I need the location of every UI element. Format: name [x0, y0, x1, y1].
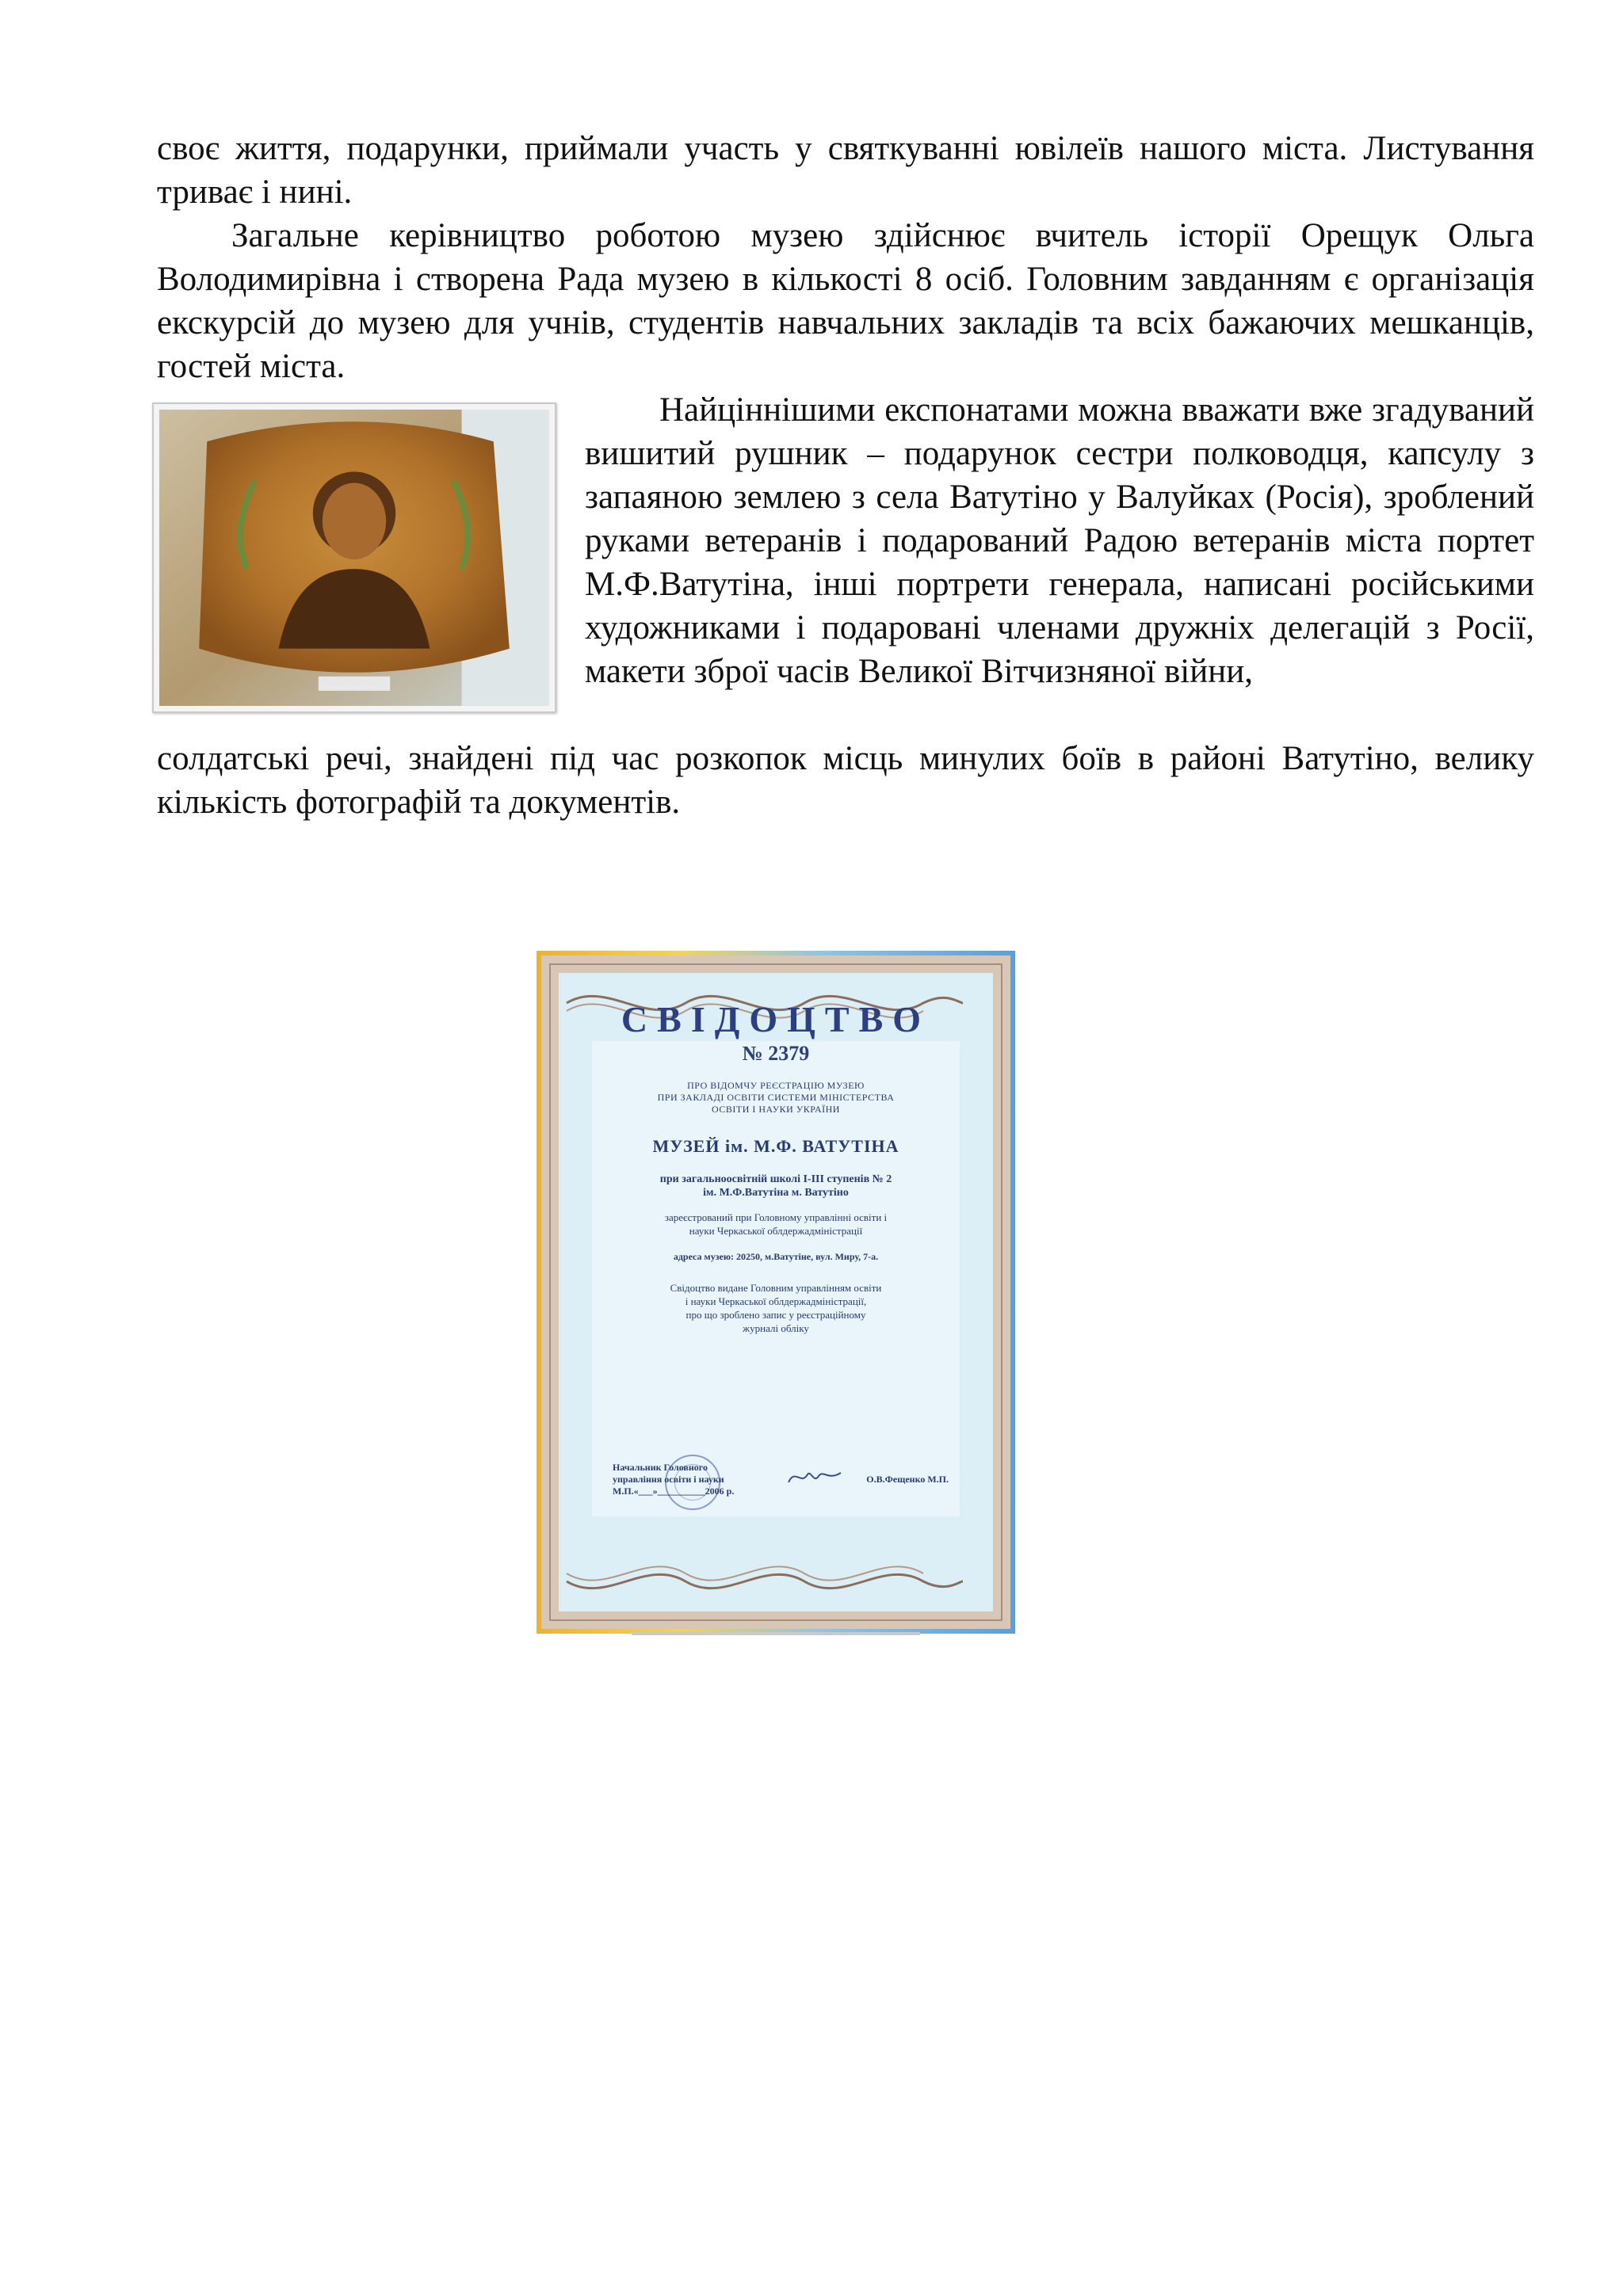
text-block-continuation	[157, 737, 1534, 824]
text-block-wrapped	[585, 388, 1534, 693]
subtitle-line: ПРИ ЗАКЛАДІ ОСВІТИ СИСТЕМИ МІНІСТЕРСТВА	[657, 1092, 895, 1103]
issued-line: про що зроблено запис у реєстраційному	[685, 1309, 866, 1321]
museum-name: МУЗЕЙ ім. М.Ф. ВАТУТІНА	[652, 1136, 899, 1156]
school-line: ім. М.Ф.Ватутіна м. Ватутіно	[703, 1187, 849, 1199]
registered-line: зареєстрований при Головному управлінні освіти і	[664, 1211, 888, 1223]
paragraph-exhibits-end: солдатські речі, знайдені під час розкопок місць минулих боїв в районі Ватутіно, велику кількість фотографій та документів.	[157, 740, 1534, 821]
certificate-number: № 2379	[742, 1042, 810, 1065]
signer-name: О.В.Фещенко М.П.	[866, 1474, 949, 1485]
school-line: при загальноосвітній школі І-ІІІ ступенів № 2	[659, 1173, 892, 1185]
issued-line: і науки Черкаської облдержадміністрації,	[685, 1295, 867, 1307]
certificate-subtitle	[592, 1080, 960, 1116]
signature-block	[613, 1462, 949, 1497]
museum-address: адреса музею: 20250, м.Ватутіне, вул. Миру, 7-а.	[673, 1251, 879, 1262]
certificate-image	[537, 951, 1015, 1634]
paragraph-management: Загальне керівництво роботою музею здійснює вчитель історії Орещук Ольга Володимирівна і створена Рада музею в кількості 8 осіб. Головним завданням є організація екскурсій до музею для учнів, студентів навчальних закладів та всіх бажаючих мешканців, гостей міста.	[157, 217, 1534, 385]
paragraph-letters: своє життя, подарунки, приймали участь у святкуванні ювілеїв нашого міста. Листування триває і нині.	[157, 130, 1534, 211]
issued-line: журналі обліку	[743, 1322, 809, 1334]
subtitle-line: ОСВІТИ І НАУКИ УКРАЇНИ	[712, 1104, 840, 1115]
issued-line: Свідоцтво видане Головним управлінням освіти	[670, 1282, 882, 1294]
certificate-footnote-strip	[632, 1632, 920, 1635]
certificate-body	[592, 999, 960, 1516]
text-block-top	[157, 127, 1534, 388]
signature-line: управління освіти і науки	[613, 1474, 724, 1485]
signature-line: М.П.«___»__________2006 р.	[613, 1486, 735, 1497]
portrait-photo	[152, 402, 556, 713]
signature-line: Начальник Головного	[613, 1462, 708, 1473]
registered-line: науки Черкаської облдержадміністрації	[689, 1225, 863, 1237]
certificate-border	[541, 955, 1010, 1629]
portrait-image	[159, 410, 549, 706]
paragraph-exhibits: Найціннішими експонатами можна вважати вже згадуваний вишитий рушник – подарунок сестри полководця, капсулу з запаяною землею з села Ватутіно у Валуйках (Росія), зроблений руками ветеранів і подарований Радою ветеранів міста портет М.Ф.Ватутіна, інші портрети генерала, написані російськими художниками і подаровані членами дружніх делегацій з Росії, макети зброї часів Великої Вітчизняної війни,	[585, 391, 1534, 690]
certificate-title: СВІДОЦТВО	[621, 999, 931, 1039]
subtitle-line: ПРО ВІДОМЧУ РЕЄСТРАЦІЮ МУЗЕЮ	[687, 1080, 865, 1091]
handwritten-signature	[787, 1466, 842, 1487]
ornament-bottom	[559, 1558, 971, 1605]
